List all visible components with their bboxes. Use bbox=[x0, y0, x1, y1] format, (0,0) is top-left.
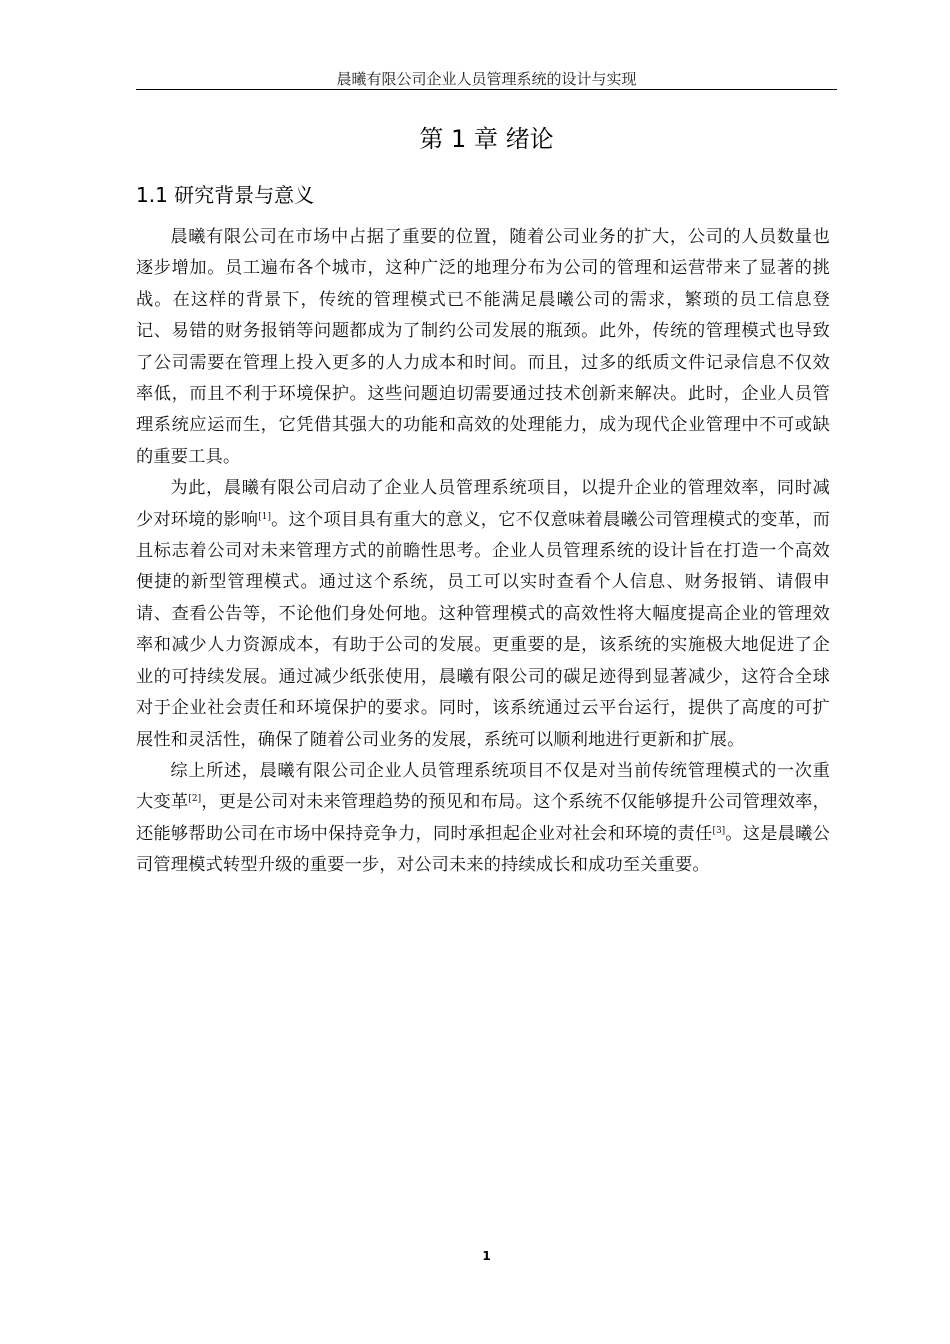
chapter-title: 第 1 章 绪论 bbox=[419, 125, 554, 153]
body-text bbox=[136, 222, 830, 882]
section-title: 1.1 研究背景与意义 bbox=[136, 183, 315, 207]
citation-ref-1[interactable]: [1] bbox=[258, 511, 272, 522]
paragraph-3 bbox=[136, 756, 830, 882]
running-header: 晨曦有限公司企业人员管理系统的设计与实现 bbox=[336, 70, 637, 88]
header-divider bbox=[136, 89, 837, 90]
paragraph-1: 晨曦有限公司在市场中占据了重要的位置，随着公司业务的扩大，公司的人员数量也逐步增加。员工遍布各个城市，这种广泛的地理分布为公司的管理和运营带来了显著的挑战。在这样的背景下，传统的管理模式已不能满足晨曦公司的需求，繁琐的员工信息登记、易错的财务报销等问题都成为了制约公司发展的瓶颈。此外，传统的管理模式也导致了公司需要在管理上投入更多的人力成本和时间。而且，过多的纸质文件记录信息不仅效率低，而且不利于环境保护。这些问题迫切需要通过技术创新来解决。此时，企业人员管理系统应运而生，它凭借其强大的功能和高效的处理能力，成为现代企业管理中不可或缺的重要工具。 bbox=[136, 227, 830, 467]
paragraph-2-text-b: 。这个项目具有重大的意义，它不仅意味着晨曦公司管理模式的变革，而且标志着公司对未来管理方式的前瞻性思考。企业人员管理系统的设计旨在打造一个高效便捷的新型管理模式。通过这个系统，员工可以实时查看个人信息、财务报销、请假申请、查看公告等，不论他们身处何地。这种管理模式的高效性将大幅度提高企业的管理效率和减少人力资源成本，有助于公司的发展。更重要的是，该系统的实施极大地促进了企业的可持续发展。通过减少纸张使用，晨曦有限公司的碳足迹得到显著减少，这符合全球对于企业社会责任和环境保护的要求。同时，该系统通过云平台运行，提供了高度的可扩展性和灵活性，确保了随着公司业务的发展，系统可以顺利地进行更新和扩展。 bbox=[136, 509, 830, 750]
paragraph-3-text-a: 综上所述，晨曦有限公司企业人员管理系统项目不仅是对当前传统管理模式的一次重大变革 bbox=[136, 760, 830, 813]
paragraph-2 bbox=[136, 473, 830, 756]
citation-ref-2[interactable]: [2] bbox=[188, 794, 202, 805]
citation-ref-3[interactable]: [3] bbox=[712, 825, 726, 836]
paragraph-3-text-b: ，更是公司对未来管理趋势的预见和布局。这个系统不仅能够提升公司管理效率，还能够帮助公司在市场中保持竞争力，同时承担起企业对社会和环境的责任 bbox=[136, 792, 830, 844]
page-number: 1 bbox=[482, 1249, 491, 1263]
paragraph-3-text-c: 。这是晨曦公司管理模式转型升级的重要一步，对公司未来的持续成长和成功至关重要。 bbox=[136, 823, 830, 876]
paragraph-2-text-a: 为此，晨曦有限公司启动了企业人员管理系统项目，以提升企业的管理效率，同时减少对环境的影响 bbox=[136, 478, 830, 530]
